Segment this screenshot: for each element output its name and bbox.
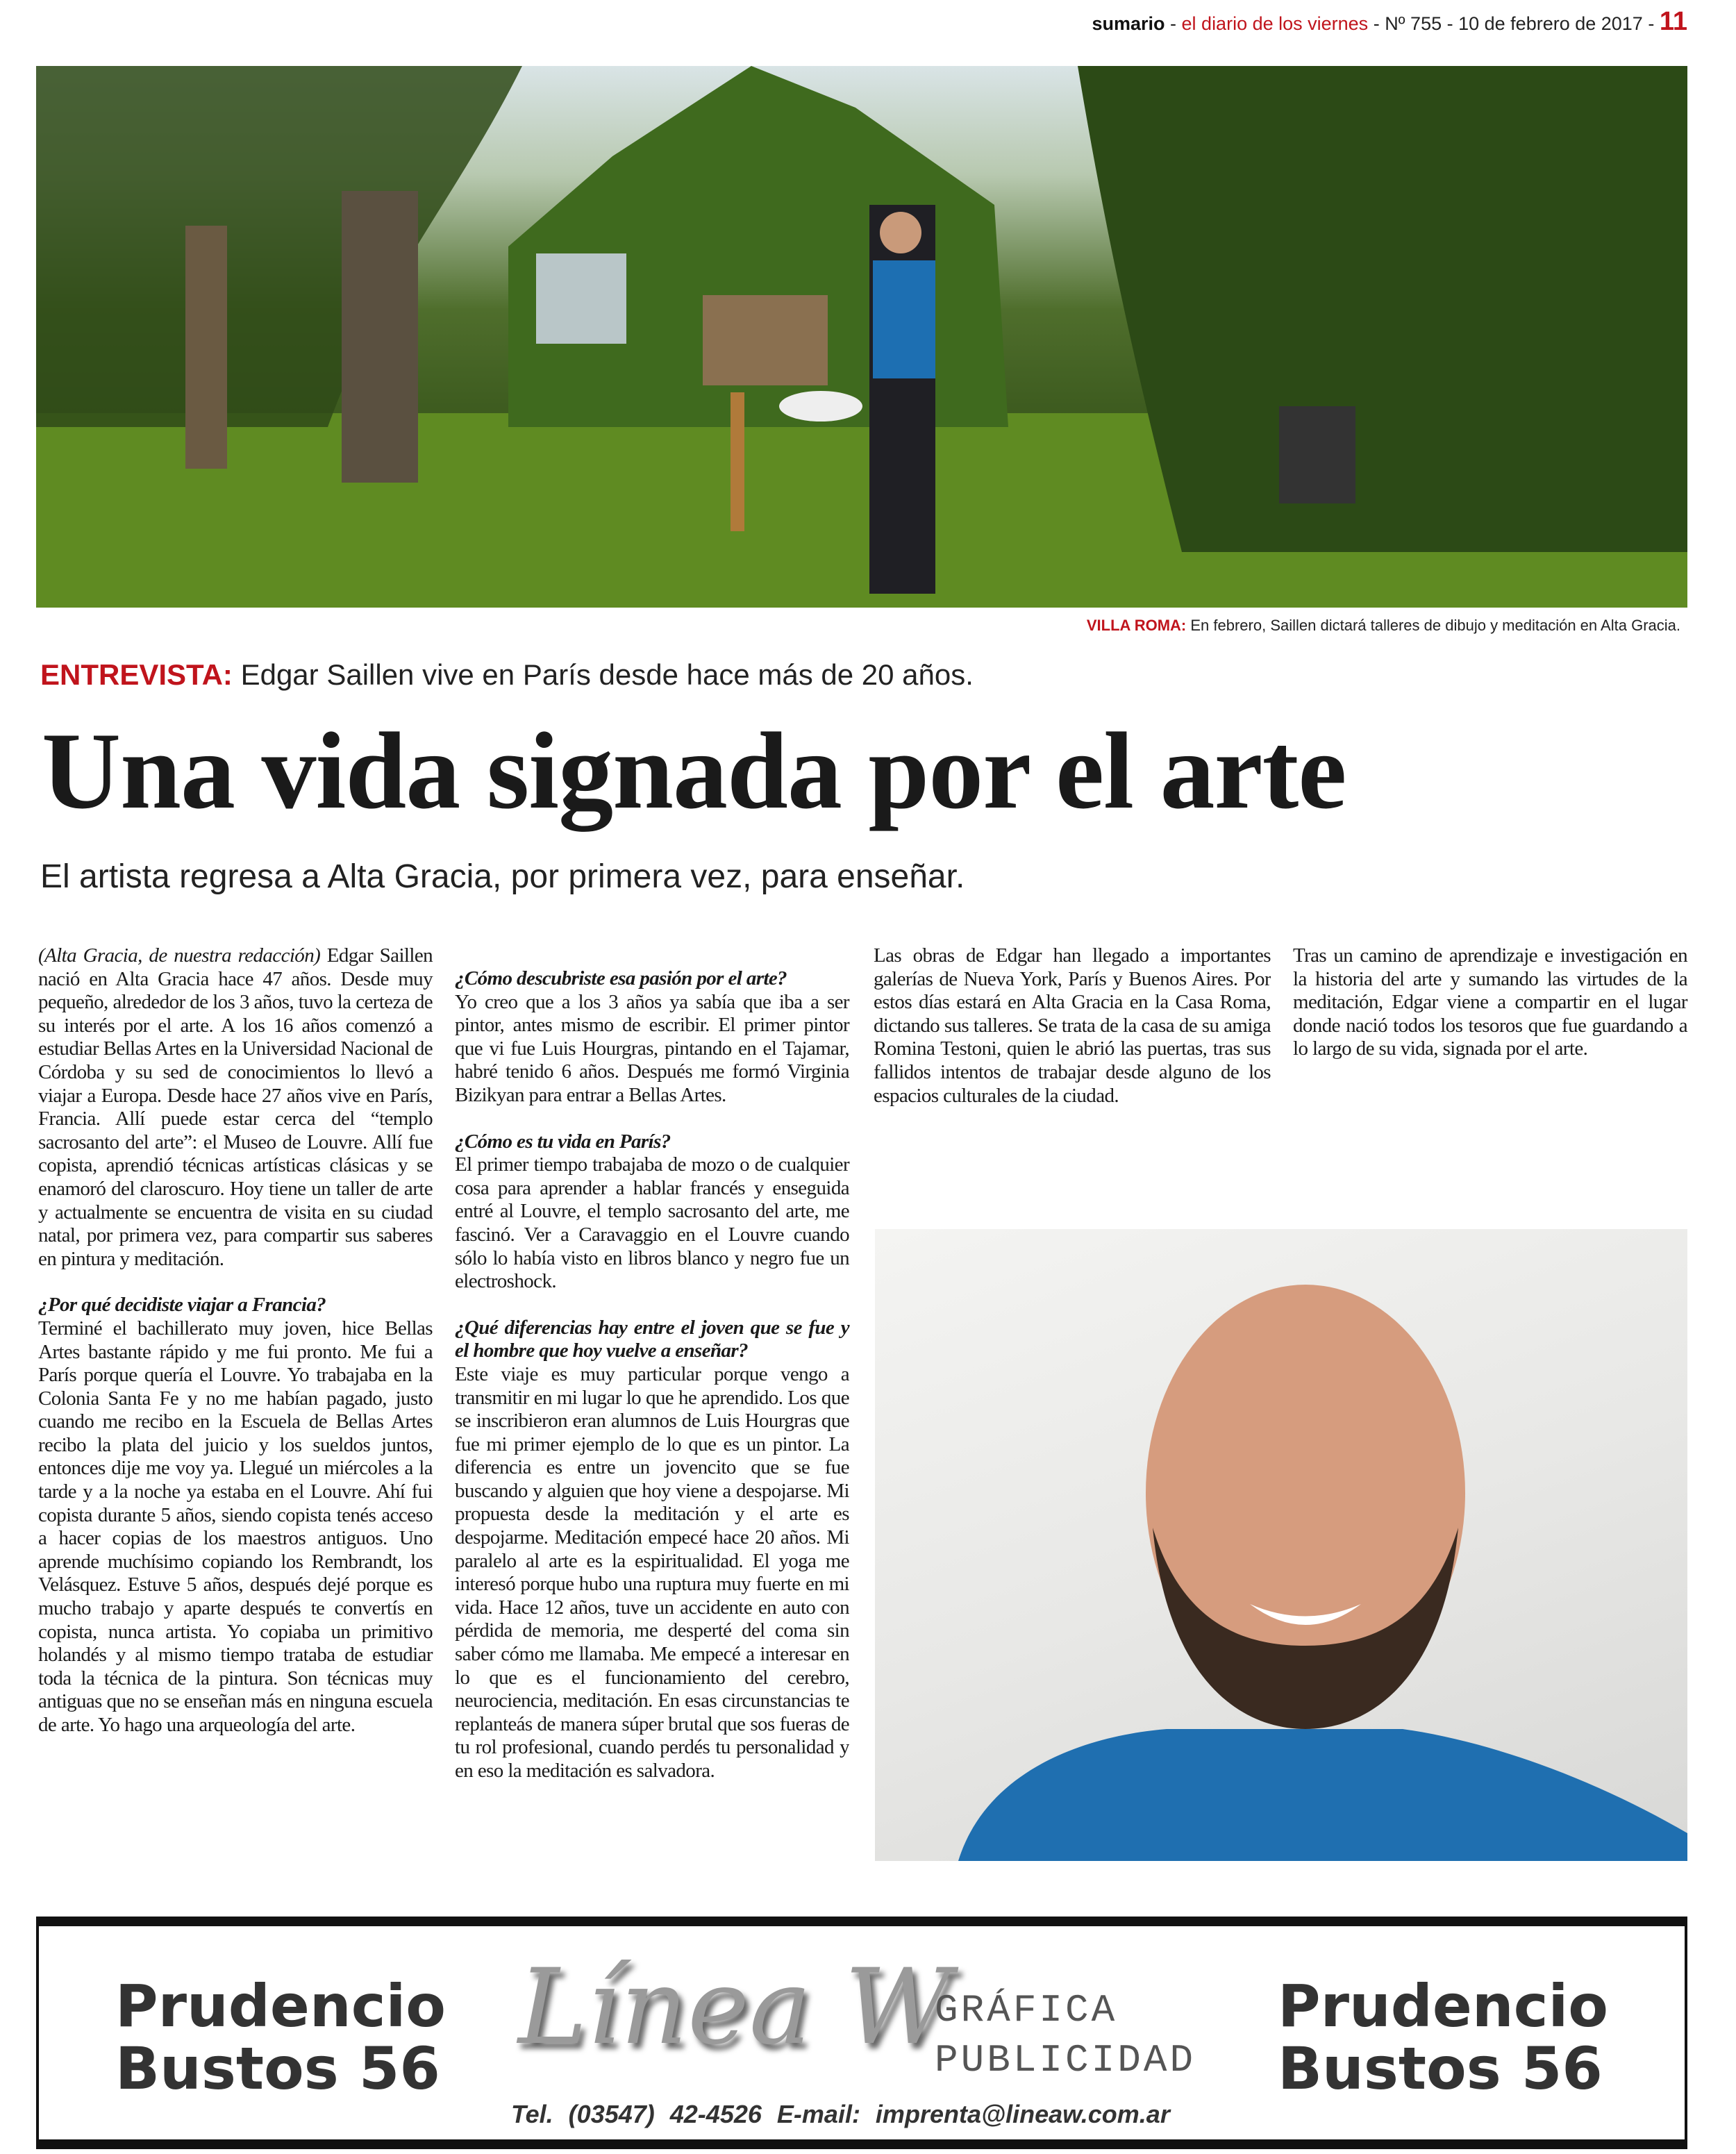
caption-text: En febrero, Saillen dictará talleres de dibujo y meditación en Alta Gracia. [1190, 617, 1680, 634]
kicker [40, 658, 974, 692]
address-line-2: Bustos 56 [115, 2035, 440, 2103]
address-line-1: Prudencio [1278, 1972, 1608, 2040]
issue-date: 10 de febrero de 2017 [1458, 13, 1643, 34]
answer-2: Yo creo que a los 3 años ya sabía que iba a ser pintor, antes mismo de escribir. El primer pintor que vi fue Luis Hourgras, pintando en el Tajamar, habré tenido 6 años. Después me formó Virginia Bizikyan para entrar a Bellas Artes. [455, 990, 849, 1106]
tagline-grafica: GRÁFICA [935, 1988, 1118, 2032]
linea-w-logo: Línea W [518, 1947, 952, 2068]
ad-address-right [1278, 1972, 1608, 2103]
paragraph-closing: Tras un camino de aprendizaje e investigación en la historia del arte y sumando las virtudes de la meditación, Edgar viene a compartir en el lugar donde nació todos los tesoros que fue guardando a lo largo de su vida, signada por el arte. [1293, 944, 1687, 1060]
article-column-1 [38, 944, 433, 1760]
advertisement-linea-w [36, 1917, 1687, 2149]
kicker-text: Edgar Saillen vive en París desde hace más de 20 años. [240, 658, 974, 691]
paragraph-galleries: Las obras de Edgar han llegado a importantes galerías de Nueva York, París y Buenos Aires. Por estos días estará en Alta Gracia en la Casa Roma, dictando sus talleres. Se trata de la casa de su amiga Romina Testoni, quien le abrió las puertas, tras sus fallidos intentos de trabajar desde alguno de los espacios culturales de la ciudad. [874, 944, 1271, 1107]
answer-3: El primer tiempo trabajaba de mozo o de cualquier cosa para aprender a hablar francés y enseguida entré al Louvre, el templo sacrosanto del arte, me fascinó. Ver a Caravaggio en el Louvre cuando sólo lo había visto en libros blanco y negro fue un electroshock. [455, 1153, 849, 1293]
address-line-2: Bustos 56 [1278, 2035, 1603, 2103]
article-column-3 [874, 944, 1271, 1224]
kicker-label: ENTREVISTA: [40, 658, 233, 691]
painter-garden-photo [36, 66, 1687, 608]
article-column-2 [455, 967, 849, 2011]
question-3: ¿Cómo es tu vida en París? [455, 1130, 671, 1153]
caption-label: VILLA ROMA: [1086, 617, 1187, 634]
subheadline: El artista regresa a Alta Gracia, por primera vez, para enseñar. [40, 858, 965, 895]
address-line-1: Prudencio [115, 1972, 446, 2040]
question-1: ¿Por qué decidiste viajar a Francia? [38, 1294, 326, 1317]
ad-address-left [115, 1972, 446, 2103]
ad-phone: Tel. (03547) 42-4526 [511, 2100, 762, 2128]
ad-contact [511, 2100, 1170, 2129]
paper-name: sumario [1092, 13, 1165, 34]
intro-paragraph: Edgar Saillen nació en Alta Gracia hace 47 años. Desde muy pequeño, alrededor de los 3 años, tuvo la certeza de su interés por el arte. A los 16 años comenzó a estudiar Bellas Artes en la Universidad Nacional de Córdoba y su sed de conocimientos lo llevó a viajar a Europa. Desde hace 27 años vive en París, Francia. Allí puede estar cerca del “templo sacrosanto del arte”: el Museo de Louvre. Allí fue copista, aprendió técnicas artísticas clásicas y se enamoró del claroscuro. Hoy tiene un taller de arte y actualmente se encuentra de visita en su ciudad natal, por primera vez, para compartir sus saberes en pintura y meditación. [38, 944, 433, 1270]
tagline-publicidad: PUBLICIDAD [935, 2038, 1196, 2082]
headline: Una vida signada por el arte [42, 710, 1346, 832]
ad-tagline [935, 1985, 1196, 2085]
answer-4: Este viaje es muy particular porque vengo a transmitir en mi lugar lo que he aprendido. Los que se inscribieron eran alumnos de Luis Hourgras que fue mi primer ejemplo de lo que es un pintor. La diferencia es entre un jovencito que se fue buscando y alguien que hoy viene a despojarse. Mi propuesta desde la meditación y el arte es despojarme. Meditación empecé hace 20 años. Mi paralelo al arte es la espiritualidad. El yoga me interesó porque hubo una ruptura muy fuerte en mi vida. Hace 12 años, tuve un accidente en auto con pérdida de memoria, me desperté del coma sin saber cómo me llamaba. Me empecé a interesar en lo que es el funcionamiento del cerebro, neurociencia, meditación. En esas circunstancias te replanteás de manera súper brutal que sos fueras de tu rol profesional, cuando perdés tu personalidad y en eso la meditación es salvadora. [455, 1362, 849, 1782]
issue-number: Nº 755 [1385, 13, 1442, 34]
paper-subtitle: el diario de los viernes [1181, 13, 1369, 34]
question-2: ¿Cómo descubriste esa pasión por el arte? [455, 967, 787, 990]
dateline: (Alta Gracia, de nuestra redacción) [38, 944, 321, 967]
edgar-saillen-portrait [875, 1229, 1687, 1861]
photo-caption [1087, 617, 1680, 635]
page-number: 11 [1659, 7, 1687, 36]
ad-email: E-mail: imprenta@lineaw.com.ar [776, 2100, 1170, 2128]
article-column-4 [1293, 944, 1687, 1084]
answer-1: Terminé el bachillerato muy joven, hice Bellas Artes bastante rápido y me fui pronto. Me fui a París porque quería el Louvre. Yo trabajaba en la Colonia Santa Fe y no me habían pagado, justo cuando me recibo en la Escuela de Bellas Artes recibo la plata del juicio y los sueldos juntos, entonces dije me voy ya. Llegué un miércoles a la tarde y a la noche ya estaba en el Louvre. Ahí fui copista durante 5 años, siendo copista tenés acceso a hacer copias de los maestros antiguos. Uno aprende muchísimo copiando los Rembrandt, los Velásquez. Estuve 5 años, después dejé porque es mucho trabajo y aparte después te convertís en copista, nunca artista. Yo copiaba un primitivo holandés y al mismo tiempo trataba de estudiar toda la técnica de la pintura. Son técnicas muy antiguas que no se enseñan más en ninguna escuela de arte. Yo hago una arqueología del arte. [38, 1317, 433, 1736]
page-header: sumario - el diario de los viernes - Nº 755 - 10 de febrero de 2017 - 11 [1092, 7, 1687, 36]
question-4: ¿Qué diferencias hay entre el joven que se fue y el hombre que hoy vuelve a enseñar? [455, 1316, 849, 1362]
